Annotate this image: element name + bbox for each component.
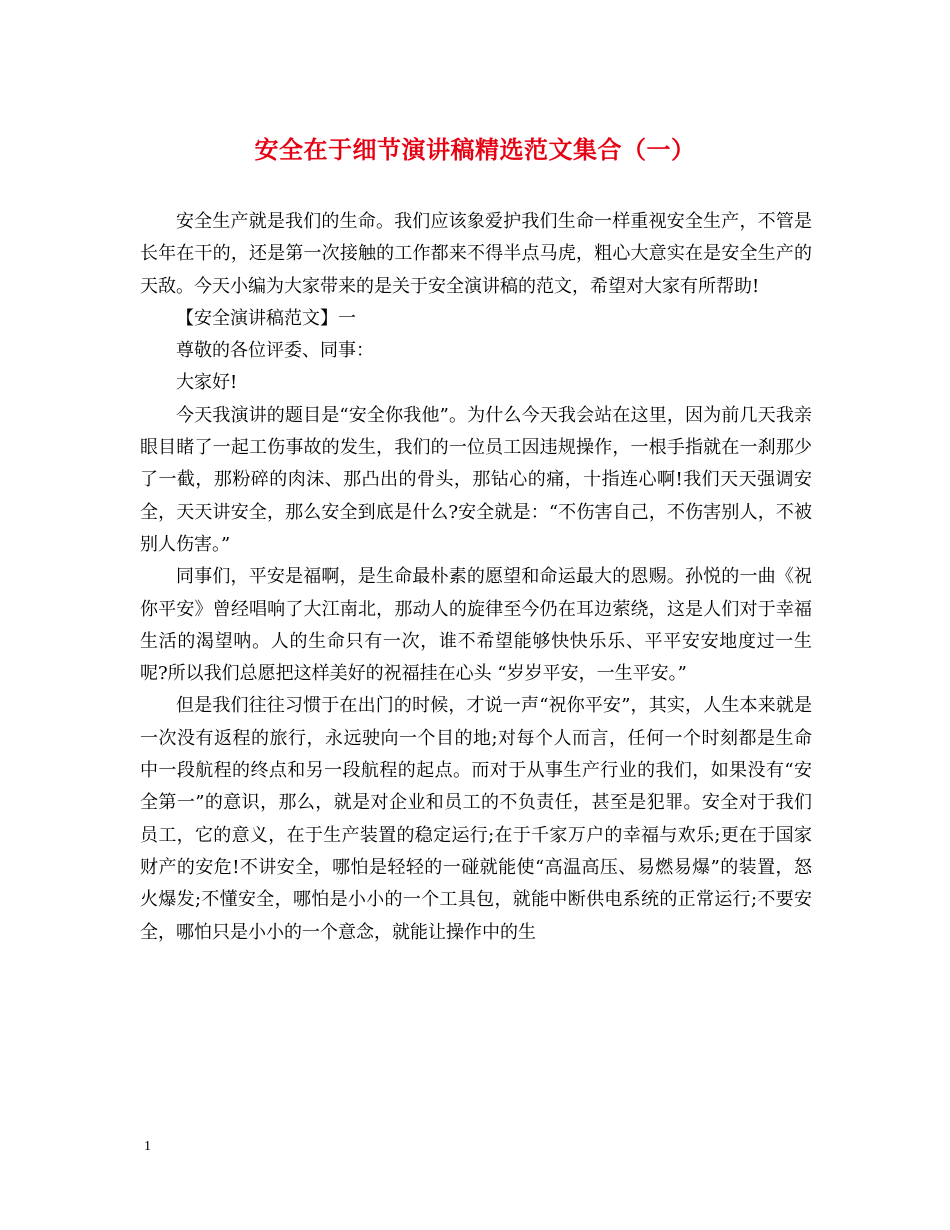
paragraph-speech-topic: 今天我演讲的题目是“安全你我他”。为什么今天我会站在这里，因为前几天我亲眼目睹了一起工伤事故的发生，我们的一位员工因违规操作，一根手指就在一刹那少了一截，那粉碎的肉沫、那凸出的骨头，那钻心的痛，十指连心啊!我们天天强调安全，天天讲安全，那么安全到底是什么?安全就是：“不伤害自己，不伤害别人，不被别人伤害。” <box>140 404 812 555</box>
page-number: 1 <box>144 1139 151 1154</box>
paragraph-greeting: 大家好! <box>176 372 238 394</box>
document-title: 安全在于细节演讲稿精选范文集合（一） <box>254 135 696 164</box>
paragraph-salutation: 尊敬的各位评委、同事： <box>176 340 374 362</box>
paragraph-section-heading: 【安全演讲稿范文】一 <box>176 307 356 329</box>
paragraph-peace-blessing: 同事们，平安是福啊，是生命最朴素的愿望和命运最大的恩赐。孙悦的一曲《祝你平安》曾经唱响了大江南北，那动人的旋律至今仍在耳边萦绕，这是人们对于幸福生活的渴望呐。人的生命只有一次，谁不希望能够快快乐乐、平平安安地度过一生呢?所以我们总愿把这样美好的祝福挂在心头 “岁岁平安，一生平安。” <box>140 566 812 685</box>
paragraph-safety-meaning: 但是我们往往习惯于在出门的时候，才说一声“祝你平安”，其实，人生本来就是一次没有返程的旅行，永远驶向一个目的地;对每个人而言，任何一个时刻都是生命中一段航程的终点和另一段航程的起点。而对于从事生产行业的我们，如果没有“安全第一”的意识，那么，就是对企业和员工的不负责任，甚至是犯罪。安全对于我们员工，它的意义，在于生产装置的稳定运行;在于千家万户的幸福与欢乐;更在于国家财产的安危!不讲安全，哪怕是轻轻的一碰就能使“高温高压、易燃易爆”的装置，怒火爆发;不懂安全，哪怕是小小的一个工具包，就能中断供电系统的正常运行;不要安全，哪怕只是小小的一个意念，就能让操作中的生 <box>140 695 812 943</box>
document-body <box>140 206 812 949</box>
paragraph-intro: 安全生产就是我们的生命。我们应该象爱护我们生命一样重视安全生产，不管是长年在干的，还是第一次接触的工作都来不得半点马虎，粗心大意实在是安全生产的天敌。今天小编为大家带来的是关于安全演讲稿的范文，希望对大家有所帮助! <box>140 211 812 297</box>
